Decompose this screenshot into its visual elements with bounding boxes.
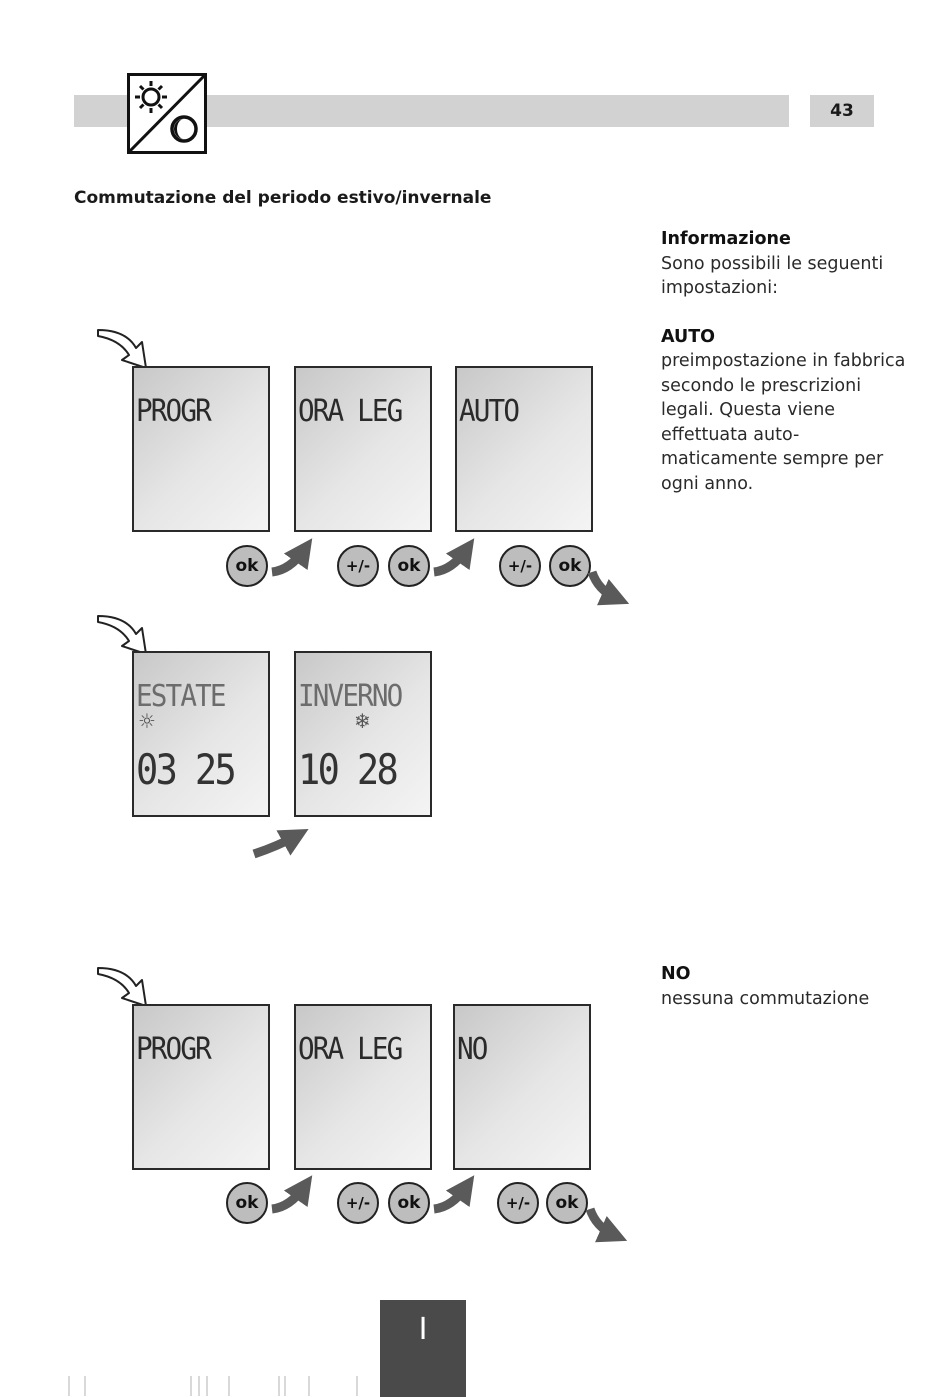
auto-text: preimpostazione in fabbrica secondo le prescrizioni legali. Questa viene effettuata auto-maticamente sempre per ogni anno. bbox=[661, 351, 906, 494]
lcd-text: NO bbox=[457, 1032, 487, 1067]
edge-mark bbox=[198, 1376, 200, 1396]
lcd-screen-inverno bbox=[294, 651, 432, 817]
no-heading: NO bbox=[661, 964, 691, 984]
arrow-down-right-icon bbox=[588, 568, 632, 612]
edge-mark bbox=[284, 1376, 286, 1396]
pointer-arrow-icon bbox=[96, 608, 152, 656]
lcd-screen-ora-leg bbox=[294, 1004, 432, 1170]
pointer-arrow-icon bbox=[96, 960, 152, 1008]
auto-heading: AUTO bbox=[661, 326, 716, 347]
arrow-right-icon bbox=[430, 540, 478, 580]
edge-mark bbox=[228, 1376, 230, 1396]
lcd-text: PROGR bbox=[136, 1032, 210, 1067]
pointer-arrow-icon bbox=[96, 322, 152, 370]
ok-button[interactable]: ok bbox=[226, 1182, 268, 1224]
lcd-text: INVERNO bbox=[298, 679, 402, 714]
lcd-screen-no bbox=[453, 1004, 591, 1170]
snowflake-icon: ❄ bbox=[354, 709, 371, 733]
sun-icon: ☼ bbox=[138, 709, 156, 733]
page-number: 43 bbox=[810, 95, 874, 127]
plus-minus-button[interactable]: +/- bbox=[337, 1182, 379, 1224]
ok-button[interactable]: ok bbox=[388, 545, 430, 587]
edge-mark bbox=[190, 1376, 192, 1396]
edge-mark bbox=[68, 1376, 70, 1396]
lcd-date: 03 25 bbox=[136, 745, 235, 794]
arrow-right-icon bbox=[250, 826, 314, 864]
section-title: Commutazione del periodo estivo/invernale bbox=[74, 188, 492, 208]
lcd-screen-progr bbox=[132, 366, 270, 532]
lcd-text: ORA LEG bbox=[298, 1032, 402, 1067]
arrow-right-icon bbox=[268, 540, 316, 580]
lcd-text: AUTO bbox=[459, 394, 519, 429]
ok-button[interactable]: ok bbox=[549, 545, 591, 587]
language-tab-letter: I bbox=[418, 1312, 428, 1347]
info-text: Sono possibili le seguenti impostazioni: bbox=[661, 253, 884, 298]
plus-minus-button[interactable]: +/- bbox=[497, 1182, 539, 1224]
edge-mark bbox=[356, 1376, 358, 1396]
no-text: nessuna commutazione bbox=[661, 988, 870, 1009]
lcd-text: PROGR bbox=[136, 394, 210, 429]
arrow-right-icon bbox=[430, 1177, 478, 1217]
arrow-down-right-icon bbox=[586, 1205, 630, 1249]
arrow-right-icon bbox=[268, 1177, 316, 1217]
lcd-text: ORA LEG bbox=[298, 394, 402, 429]
ok-button[interactable]: ok bbox=[388, 1182, 430, 1224]
lcd-text: ESTATE bbox=[136, 679, 225, 714]
edge-mark bbox=[278, 1376, 280, 1396]
ok-button[interactable]: ok bbox=[546, 1182, 588, 1224]
edge-mark bbox=[308, 1376, 310, 1396]
ok-button[interactable]: ok bbox=[226, 545, 268, 587]
edge-mark bbox=[84, 1376, 86, 1396]
summer-winter-icon bbox=[127, 73, 207, 154]
lcd-screen-estate bbox=[132, 651, 270, 817]
plus-minus-button[interactable]: +/- bbox=[499, 545, 541, 587]
lcd-screen-auto bbox=[455, 366, 593, 532]
info-panel bbox=[661, 227, 911, 496]
info-heading: Informazione bbox=[661, 229, 791, 249]
lcd-screen-progr bbox=[132, 1004, 270, 1170]
plus-minus-button[interactable]: +/- bbox=[337, 545, 379, 587]
info-no-panel bbox=[661, 962, 911, 1011]
lcd-date: 10 28 bbox=[298, 745, 397, 794]
edge-mark bbox=[206, 1376, 208, 1396]
lcd-screen-ora-leg bbox=[294, 366, 432, 532]
